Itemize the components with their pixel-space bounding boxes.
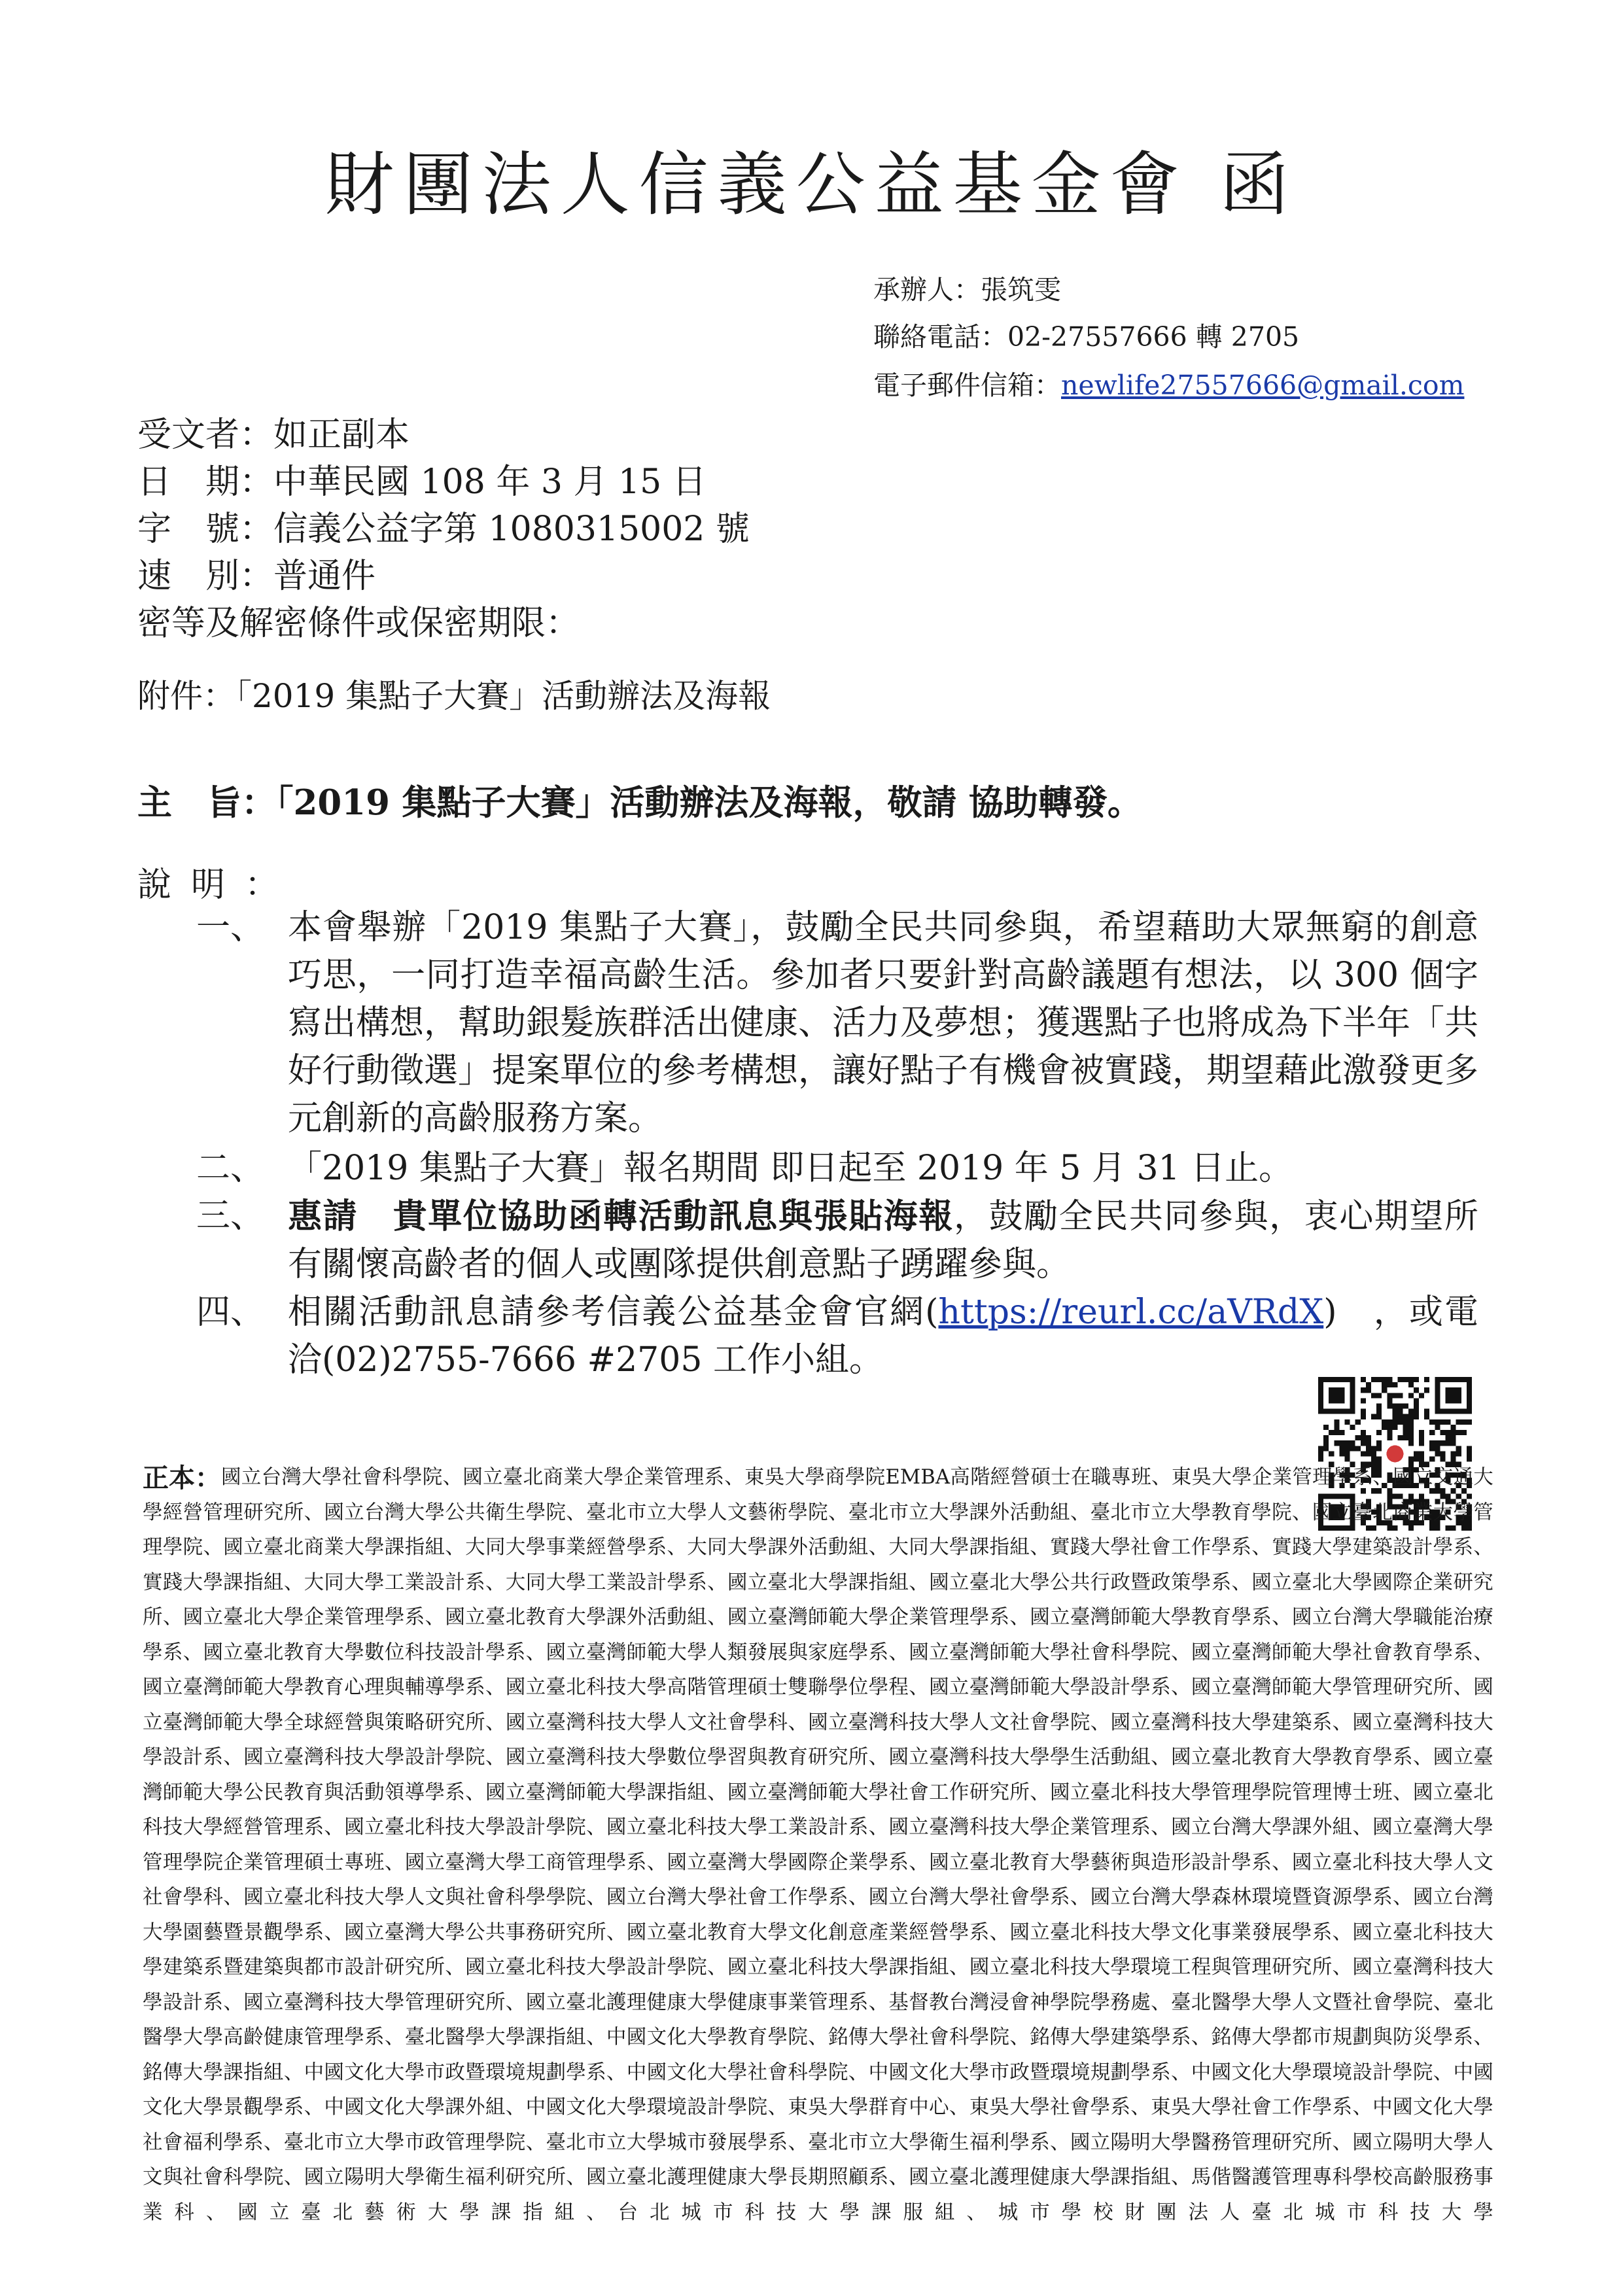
explain-item-number: 三、 bbox=[196, 1196, 265, 1236]
explain-item-text: 本會舉辦「2019 集點子大賽」，鼓勵全民共同參與，希望藉助大眾無窮的創意巧思，一同打造幸福高齡生活。參加者只要針對高齡議題有想法，以 300 個字寫出構想，幫助銀髮族群活出健康、活力及夢想；獲選點子也將成為下半年「共好行動徵選」提案單位的參考構想，讓好點子有機會被實踐，期望藉此激發更多元創新的高齡服務方案。 bbox=[288, 908, 1479, 1138]
contact-email-label: 電子郵件信箱： bbox=[873, 370, 1061, 401]
contact-phone: 聯絡電話：02-27557666 轉 2705 bbox=[873, 321, 1300, 353]
contact-handler: 承辦人：張筑雯 bbox=[873, 274, 1061, 305]
explain-item-text bbox=[288, 1289, 1478, 1384]
recipient: 受文者：如正副本 bbox=[137, 415, 410, 455]
document-title: 財團法人信義公益基金會 函 bbox=[324, 145, 1299, 225]
cc-recipients: 國立台灣大學社會科學院、國立臺北商業大學企業管理系、東吳大學商學院EMBA高階經營碩士在職專班、東吳大學企業管理學系、國立交通大學經營管理研究所、國立台灣大學公共衛生學院、臺北市立大學人文藝術學院、臺北市立大學課外活動組、臺北市立大學教育學院、國立臺北商業大學管理學院、國立臺北商業大學課指組、大同大學事業經營學系、大同大學課外活動組、大同大學課指組、實踐大學社會工作學系、實踐大學建築設計學系、實踐大學課指組、大同大學工業設計系、大同大學工業設計學系、國立臺北大學課指組、國立臺北大學公共行政暨政策學系、國立臺北大學國際企業研究所、國立臺北大學企業管理學系、國立臺北教育大學課外活動組、國立臺灣師範大學企業管理學系、國立臺灣師範大學教育學系、國立台灣大學職能治療學系、國立臺北教育大學數位科技設計學系、國立臺灣師範大學人類發展與家庭學系、國立臺灣師範大學社會科學院、國立臺灣師範大學社會教育學系、國立臺灣師範大學教育心理與輔導學系、國立臺北科技大學高階管理碩士雙聯學位學程、國立臺灣師範大學設計學系、國立臺灣師範大學管理研究所、國立臺灣師範大學全球經營與策略研究所、國立臺灣科技大學人文社會學科、國立臺灣科技大學人文社會學院、國立臺灣科技大學建築系、國立臺灣科技大學設計系、國立臺灣科技大學設計學院、國立臺灣科技大學數位學習與教育研究所、國立臺灣科技大學學生活動組、國立臺北教育大學教育學系、國立臺灣師範大學公民教育與活動領導學系、國立臺灣師範大學課指組、國立臺灣師範大學社會工作研究所、國立臺北科技大學管理學院管理博士班、國立臺北科技大學經營管理系、國立臺北科技大學設計學院、國立臺北科技大學工業設計系、國立臺灣科技大學企業管理系、國立台灣大學課外組、國立臺灣大學管理學院企業管理碩士專班、國立臺灣大學工商管理學系、國立臺灣大學國際企業學系、國立臺北教育大學藝術與造形設計學系、國立臺北科技大學人文社會學科、國立臺北科技大學人文與社會科學學院、國立台灣大學社會工作學系、國立台灣大學社會學系、國立台灣大學森林環境暨資源學系、國立台灣大學園藝暨景觀學系、國立臺灣大學公共事務研究所、國立臺北教育大學文化創意產業經營學系、國立臺北科技大學文化事業發展學系、國立臺北科技大學建築系暨建築與都市設計研究所、國立臺北科技大學設計學院、國立臺北科技大學課指組、國立臺北科技大學環境工程與管理研究所、國立臺灣科技大學設計系、國立臺灣科技大學管理研究所、國立臺北護理健康大學健康事業管理系、基督教台灣浸會神學院學務處、臺北醫學大學人文暨社會學院、臺北醫學大學高齡健康管理學系、臺北醫學大學課指組、中國文化大學教育學院、銘傳大學社會科學院、銘傳大學建築學系、銘傳大學都市規劃與防災學系、銘傳大學課指組、中國文化大學市政暨環境規劃學系、中國文化大學社會科學院、中國文化大學市政暨環境規劃學系、中國文化大學環境設計學院、中國文化大學景觀學系、中國文化大學課外組、中國文化大學環境設計學院、東吳大學群育中心、東吳大學社會學系、東吳大學社會工作學系、中國文化大學社會福利學系、臺北市立大學市政管理學院、臺北市立大學城市發展學系、臺北市立大學衛生福利學系、國立陽明大學醫務管理研究所、國立陽明大學人文與社會科學院、國立陽明大學衛生福利研究所、國立臺北護理健康大學長期照顧系、國立臺北護理健康大學課指組、馬偕醫護管理專科學校高齡服務事業科、國立臺北藝術大學課指組、台北城市科技大學課服組、城市學校財團法人臺北城市科技大學 bbox=[143, 1466, 1493, 2224]
explain-item-4 bbox=[196, 1289, 1505, 1384]
explain-item-bold: 惠請 貴單位協助函轉活動訊息與張貼海報 bbox=[288, 1196, 954, 1236]
explain-item-3 bbox=[196, 1192, 1505, 1289]
subject-line: 主 旨：「2019 集點子大賽」活動辦法及海報，敬請 協助轉發。 bbox=[137, 782, 1142, 823]
contact-email-line bbox=[873, 364, 1464, 402]
speed-value: 普通件 bbox=[273, 557, 376, 596]
explain-item-number: 四、 bbox=[196, 1293, 265, 1332]
secrecy-line: 密等及解密條件或保密期限： bbox=[137, 604, 580, 643]
contact-email-link[interactable]: newlife27557666@gmail.com bbox=[1061, 370, 1465, 401]
explain-item-2 bbox=[196, 1145, 1505, 1192]
website-link[interactable]: https://reurl.cc/aVRdX bbox=[938, 1293, 1324, 1332]
explain-item-number: 二、 bbox=[196, 1149, 265, 1188]
explain-item-before: 相關活動訊息請參考信義公益基金會官網( bbox=[288, 1293, 939, 1332]
date-line bbox=[137, 454, 707, 503]
speed-label: 速 別： bbox=[137, 557, 274, 596]
attachment-line: 附件：「2019 集點子大賽」活動辦法及海報 bbox=[137, 677, 771, 715]
explain-label: 說明： bbox=[137, 865, 299, 905]
explain-item-1 bbox=[196, 904, 1505, 1143]
explain-item-rest: ，鼓勵全民共同參與，衷心期望所有關懷高齡者的個人或團隊提供創意點子踴躍參與。 bbox=[288, 1197, 1478, 1284]
date-value: 中華民國 108 年 3 月 15 日 bbox=[273, 462, 707, 502]
cc-label: 正本： bbox=[143, 1463, 221, 1493]
explain-item-after: ) ，或電洽(02)2755-7666 #2705 工作小組。 bbox=[288, 1293, 1478, 1380]
explain-item-text: 「2019 集點子大賽」報名期間 即日起至 2019 年 5 月 31 日止。 bbox=[288, 1149, 1293, 1188]
date-label: 日 期： bbox=[137, 462, 274, 502]
document-number-value: 信義公益字第 1080315002 號 bbox=[273, 510, 750, 549]
document-number-line bbox=[137, 501, 750, 550]
explain-item-number: 一、 bbox=[196, 908, 265, 947]
speed-line bbox=[137, 548, 375, 597]
explain-item-text bbox=[288, 1192, 1478, 1289]
document-number-label: 字 號： bbox=[137, 510, 274, 549]
